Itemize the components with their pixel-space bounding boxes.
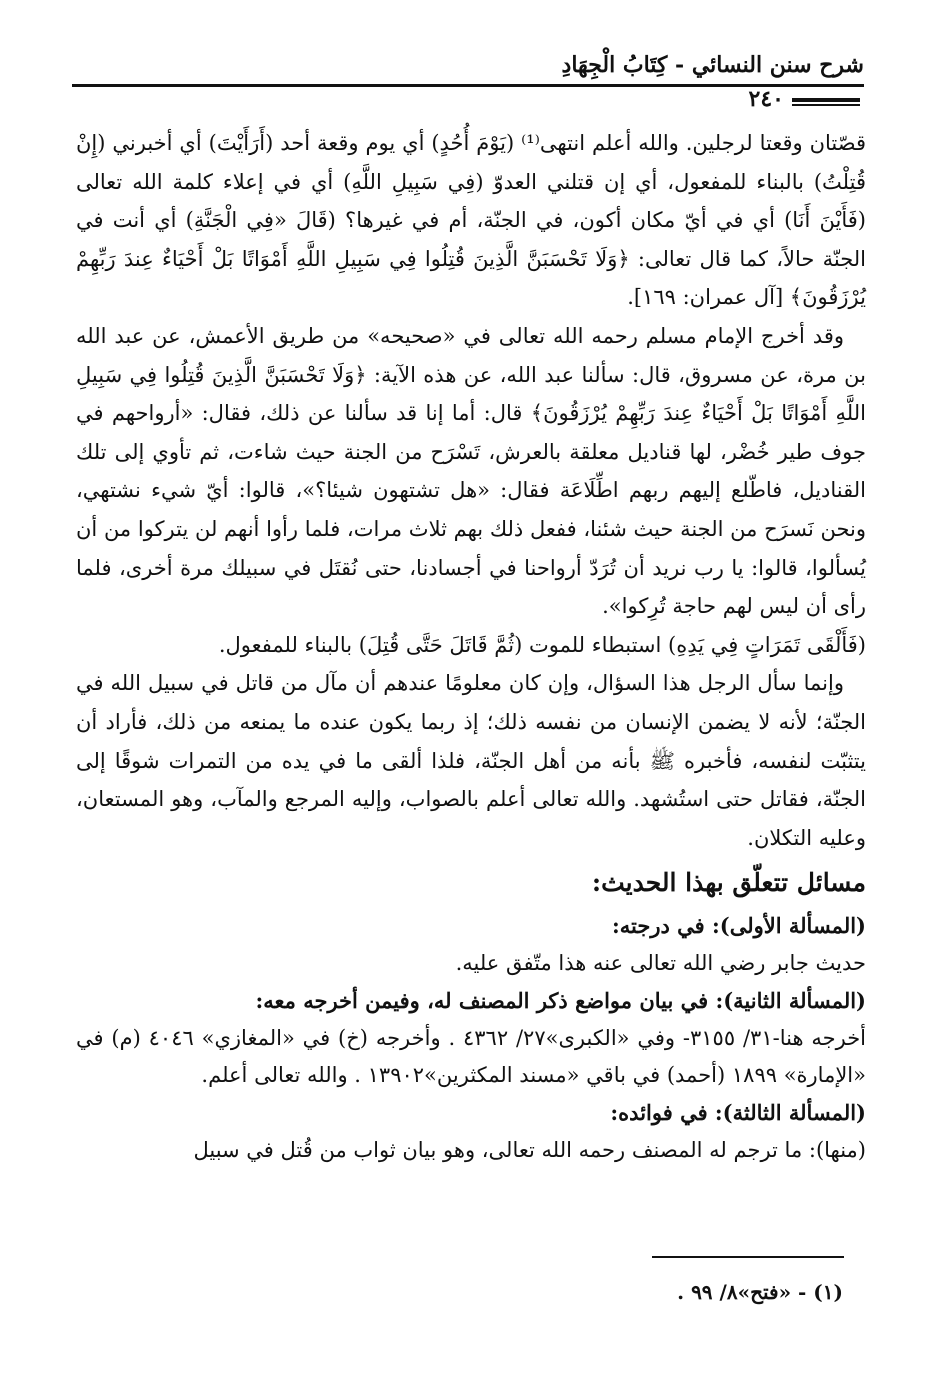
footnote: (١) - «فتح»٨/ ٩٩ . (677, 1280, 843, 1304)
text-line: «أرواحهم في جوف طير خُضْر، لها قناديل معلقة بالعرش، تَسْرَح من الجنة حيث (76, 401, 866, 464)
text-line: التمرات شوقًا إلى الجنّة، فقاتل حتى استُشهد. والله تعالى أعلم بالصواب، وإليه (76, 748, 866, 812)
issue-3-text: (منها): ما ترجم له المصنف رحمه الله تعالى، وهو بيان ثواب من قُتل في سبيل (193, 1138, 866, 1163)
footnote-rule (652, 1256, 844, 1258)
text-line: شاءت، ثم تأوي إلى تلك القناديل، فاطّلع إليهم ربهم اطِّلَاعَة فقال: «هل تشتهون (76, 439, 866, 503)
paragraph-1 (76, 124, 866, 317)
header-rule (72, 84, 864, 87)
page-number-row (700, 88, 860, 114)
text-line: بَلْ أَحْيَاءٌ عِندَ رَبِّهِمْ يُرْزَقُونَ﴾ [آل عمران: ١٦٩]. (76, 246, 866, 310)
text-line: قُتِلُوا فِي سَبِيلِ اللَّهِ أَمْوَاتًا بَلْ أَحْيَاءٌ عِندَ رَبِّهِمْ يُرْزَقُونَ﴾ قال: أما إنا قد سألنا عن ذلك، فقال: (76, 362, 866, 426)
text-line: أخرجه هنا-٣١/ ٣١٥٥- وفي «الكبرى»٢٧/ ٤٣٦٢ . وأخرجه (خ) في «المغازي» (193, 1026, 867, 1051)
issue-1-title (76, 907, 866, 945)
text-line: شيئا؟»، قالوا: أيّ شيء نشتهي، ونحن نَسرَح من الجنة حيث شئنا، ففعل ذلك بهم (76, 478, 867, 541)
text-line: أخبرني (إِنْ قُتِلْتُ) بالبناء للمفعول، أي إن قتلني العدوّ (فِي سَبِيلِ اللَّهِ) أي في إعلاء (76, 131, 866, 194)
text-line: وقد أخرج الإمام مسلم رحمه الله تعالى في «صحيحه» من طريق الأعمش، عن (144, 323, 844, 348)
issue-3-title (76, 1094, 866, 1132)
page-number-bar (792, 98, 860, 102)
issue-3-title-text: (المسألة الثالثة): في فوائده: (610, 1100, 866, 1126)
text-line: وإنما سأل الرجل هذا السؤال، وإن كان معلومًا عندهم أن مآل من قاتل في سبيل (140, 671, 844, 696)
paragraph-4 (76, 664, 866, 857)
text-line: كلمة الله تعالى (فَأَيْنَ أَنَا) أي في أيّ مكان أكون، في الجنّة، أم في غيرها؟ (قَالَ «فِي (76, 169, 866, 233)
text-line: قصّتان وقعتا لرجلين. والله أعلم انتهى⁽¹⁾ (يَوْمَ أُحُدٍ) أي يوم وقعة أحد (أَرَأَيْتَ) أي (172, 131, 867, 155)
issue-1-title-text: (المسألة الأولى): في درجته: (612, 913, 866, 939)
section-heading: مسائل تتعلّق بهذا الحديث: (591, 868, 866, 898)
header-title: شرح سنن النسائي - كِتَابُ الْجِهَادِ (561, 52, 864, 78)
main-text (76, 124, 866, 1169)
text-line: عبد الله بن مرة، عن مسروق، قال: سألنا عبد الله، عن هذه الآية: ﴿وَلَا تَحْسَبَنَّ الَّذِينَ (76, 323, 867, 387)
text-line: تعالى أعلم. (201, 1063, 301, 1088)
text-line: ٤٠٤٦ (م) في «الإمارة» ١٨٩٩ (أحمد) في باقي «مسند المكثرين»١٣٩٠٢ . والله (76, 1026, 866, 1088)
paragraph-2 (76, 317, 866, 626)
text-line: (فَأَلْقَى تَمَرَاتٍ فِي يَدِهِ) استبطاء للموت (ثُمَّ قَاتَلَ حَتَّى قُتِلَ) بالبناء للمفعول. (218, 632, 866, 657)
issue-2-title-text: (المسألة الثانية): في بيان مواضع ذكر المصنف له، وفيمن أخرجه معه: (255, 988, 866, 1014)
issue-2-text (76, 1020, 866, 1094)
text-line: الْجَنَّةِ) أي أنت في الجنّة حالاً، كما قال تعالى: ﴿وَلَا تَحْسَبَنَّ الَّذِينَ قُتِلُوا فِي سَبِيلِ اللَّهِ أَمْوَاتًا (76, 208, 866, 271)
paragraph-3 (76, 626, 866, 665)
running-header (72, 52, 864, 82)
text-line: ذلك، فأراد أن يتثبّت لنفسه، فأخبره ﷺ بأنه من أهل الجنّة، فلذا ألقى ما في يده من (76, 709, 866, 773)
issue-1-text: حديث جابر رضي الله تعالى عنه هذا متّفق عليه. (455, 951, 866, 976)
text-line: في أجسادنا، حتى نُقتَل في سبيلك مرة أخرى، فلما رأى أن ليس لهم حاجة تُرِكوا». (76, 555, 866, 619)
page-number: ٢٤٠ (748, 86, 784, 112)
issue-2-title (76, 982, 866, 1020)
text-line: الله في الجنّة؛ لأنه لا يضمن الإنسان من نفسه ذلك؛ إذ ربما يكون عنده ما يمنعه من (76, 671, 866, 734)
text-line: ثلاث مرات، فلما رأوا أنهم لن يتركوا من أن يُسألوا، قالوا: يا رب نريد أن تُرَدّ أرواحنا (76, 516, 866, 580)
page-number-bar-thin (792, 104, 860, 106)
text-line: المرجع والمآب، وهو المستعان، وعليه التكلان. (76, 787, 866, 850)
